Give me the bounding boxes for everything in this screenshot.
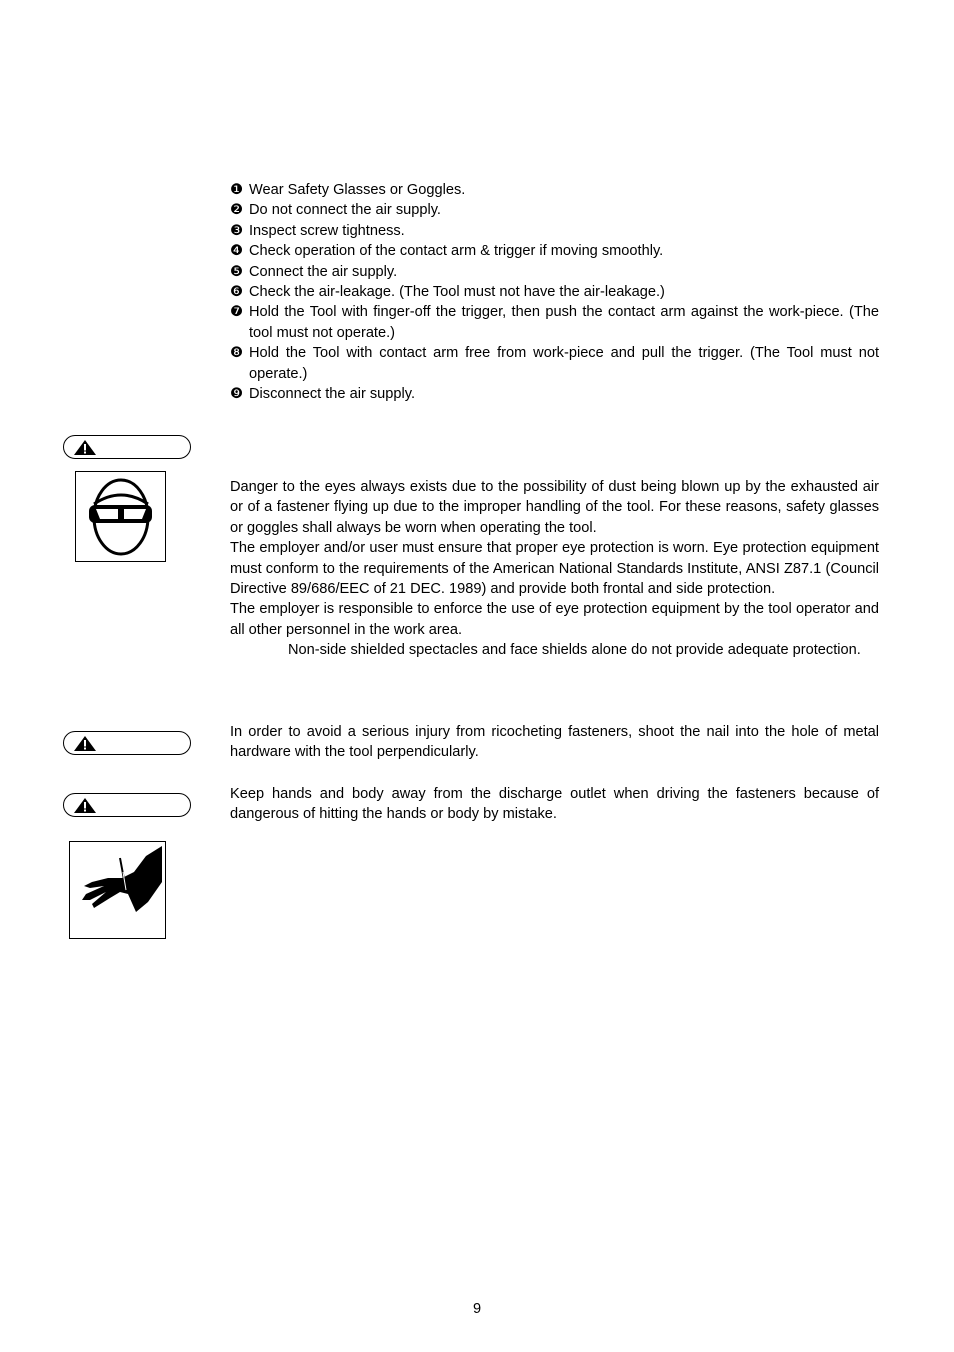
step-item: [230, 262, 879, 282]
step-item: [230, 180, 879, 200]
step-text: Wear Safety Glasses or Goggles.: [249, 182, 466, 198]
warning-badge: [63, 793, 191, 817]
step-text: Disconnect the air supply.: [249, 386, 416, 403]
step-number: ❻: [230, 284, 244, 301]
step-number: ❸: [230, 222, 244, 239]
eye-paragraph: Non-side shielded spectacles and face shields alone do not provide adequate protection.: [288, 642, 861, 659]
page-number: 9: [472, 1301, 482, 1317]
hand-nail-icon: [70, 842, 164, 937]
ricochet-warning-text: [230, 722, 879, 763]
step-item: [230, 221, 879, 241]
eye-protection-text: [230, 477, 879, 661]
step-item: [230, 241, 879, 261]
step-item: [230, 343, 879, 384]
step-number: ❶: [230, 182, 244, 198]
safety-goggles-pictogram: [75, 471, 166, 562]
step-text: Check the air-leakage. (The Tool must not have the air-leakage.): [249, 284, 665, 301]
step-number: ❼: [230, 304, 244, 321]
step-item: [230, 302, 879, 343]
step-text: Hold the Tool with contact arm free from work-piece and pull the trigger. (The Tool must not operate.): [249, 345, 879, 382]
warning-badge: [63, 731, 191, 755]
step-number: ❽: [230, 345, 244, 362]
inspection-steps-list: [230, 180, 879, 404]
step-text: Check operation of the contact arm & trigger if moving smoothly.: [249, 243, 664, 260]
step-text: Hold the Tool with finger-off the trigger, then push the contact arm against the work-piece. (The tool must not operate.): [249, 304, 879, 341]
warning-triangle-icon: [73, 797, 97, 814]
eye-paragraph: Danger to the eyes always exists due to the possibility of dust being blown up by the exhausted air or of a fastener flying up due to the improper handling of the tool. For these reasons, safety glasses or goggles shall always be worn when operating the tool.: [230, 479, 879, 536]
hands-paragraph: Keep hands and body away from the discharge outlet when driving the fasteners because of dangerous of hitting the hands or body by mistake.: [230, 786, 879, 823]
step-text: Connect the air supply.: [249, 263, 398, 280]
hand-injury-pictogram: [69, 841, 166, 939]
step-text: Do not connect the air supply.: [249, 202, 441, 219]
eye-paragraph: The employer is responsible to enforce the use of eye protection equipment by the tool operator and all other personnel in the work area.: [230, 601, 879, 638]
warning-triangle-icon: [73, 439, 97, 456]
goggles-icon: [76, 472, 164, 560]
step-item: [230, 384, 879, 404]
step-text: Inspect screw tightness.: [249, 222, 405, 239]
step-number: ❹: [230, 243, 244, 260]
eye-paragraph: The employer and/or user must ensure that proper eye protection is worn. Eye protection equipment must conform to the requirements of the American National Standards Institute, ANSI Z87.1 (Council Directive 89/686/EEC of 21 DEC. 1989) and provide both frontal and side protection.: [230, 540, 879, 598]
ricochet-paragraph: In order to avoid a serious injury from ricocheting fasteners, shoot the nail into the hole of metal hardware with the tool perpendicularly.: [230, 724, 879, 761]
warning-triangle-icon: [73, 735, 97, 752]
warning-badge: [63, 435, 191, 459]
step-number: ❾: [230, 386, 244, 403]
step-number: ❷: [230, 202, 244, 219]
step-number: ❺: [230, 263, 244, 280]
step-item: [230, 282, 879, 302]
step-item: [230, 200, 879, 220]
hands-warning-text: [230, 784, 879, 825]
